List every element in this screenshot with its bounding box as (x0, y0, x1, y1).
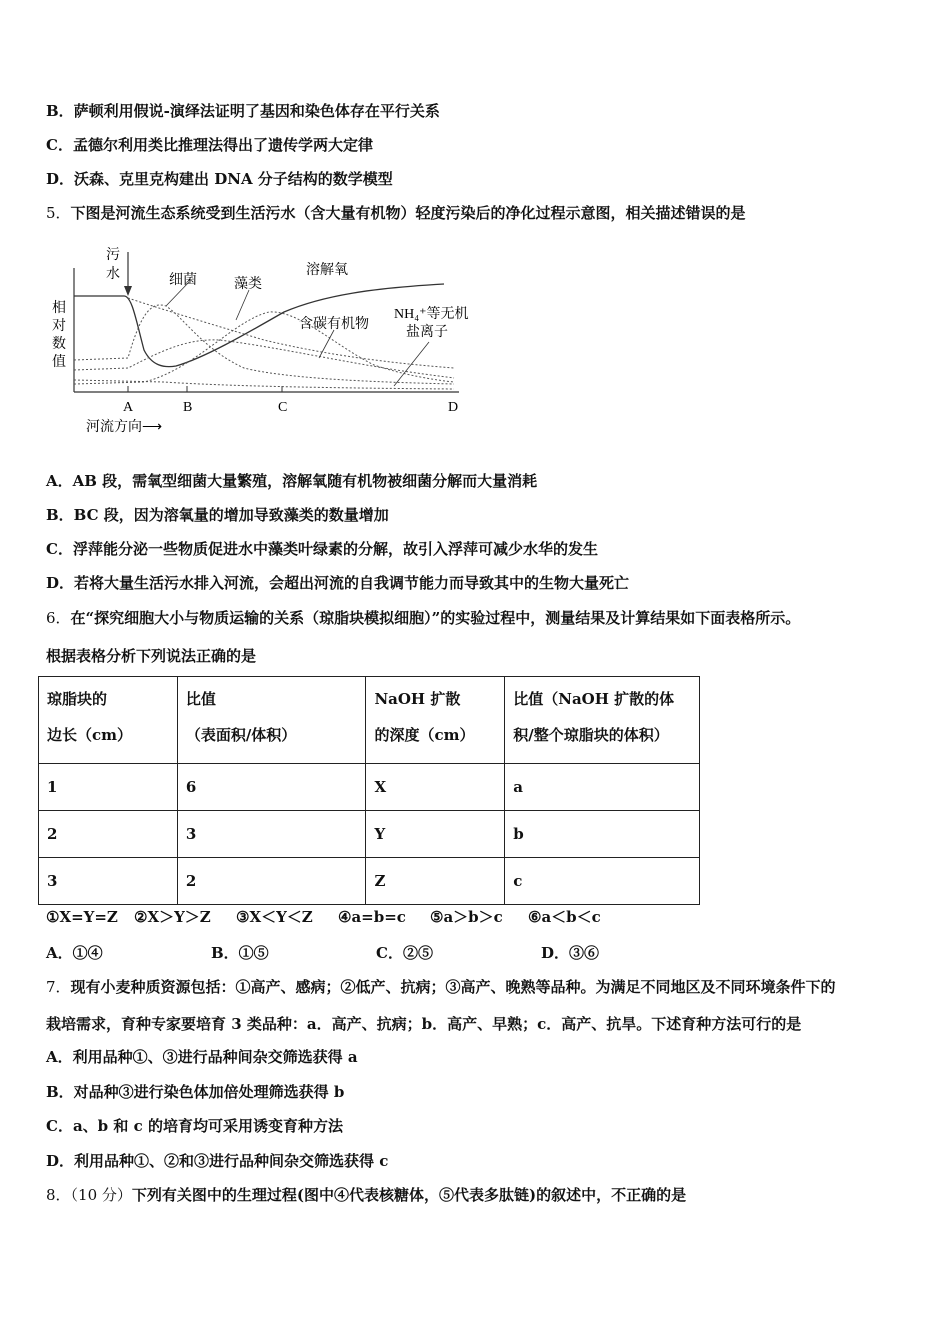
header-cell (366, 677, 505, 764)
oxygen-label: 溶解氧 (306, 263, 348, 278)
table-cell: c (505, 858, 700, 905)
tick-label-b: B (183, 400, 193, 415)
sewage-label-2: 水 (106, 267, 120, 282)
statement: ⑤a＞b＞c (430, 908, 503, 926)
algae-leader (236, 290, 249, 320)
q8-number: 8． (46, 1186, 71, 1204)
q6-stem-1 (46, 607, 800, 628)
sewage-arrowhead (124, 286, 132, 296)
q5-stem-text: 下图是河流生态系统受到生活污水（含大量有机物）轻度污染后的净化过程示意图，相关描述错误的是 (70, 204, 746, 222)
q6-options (46, 942, 599, 963)
sewage-label-1: 污 (106, 248, 120, 263)
header-text: （表面积/体积） (185, 726, 297, 744)
table-cell: a (505, 764, 700, 811)
table-row (39, 811, 700, 858)
table-cell: 6 (177, 764, 366, 811)
q5-option-b: B．BC 段，因为溶氧量的增加导致藻类的数量增加 (46, 506, 389, 524)
statement: ③X＜Y＜Z (236, 908, 313, 926)
river-purification-figure (44, 240, 484, 440)
q5-option-a: A．AB 段，需氧型细菌大量繁殖，溶解氧随有机物被细菌分解而大量消耗 (46, 472, 538, 490)
q7-option-a: A．利用品种①、③进行品种间杂交筛选获得 a (46, 1048, 358, 1066)
tick-label-a: A (123, 400, 134, 415)
q6-stem-2: 根据表格分析下列说法正确的是 (46, 647, 257, 665)
q8-stem-text: 下列有关图中的生理过程(图中④代表核糖体，⑤代表多肽链)的叙述中，不正确的是 (131, 1186, 687, 1204)
header-text: 的深度（cm） (374, 726, 475, 744)
ylabel-1: 相 (52, 301, 66, 316)
ammonium-label: NH₄⁺等无机 (394, 307, 469, 322)
q6-option: C．②⑤ (376, 944, 433, 962)
table-cell: Z (366, 858, 505, 905)
q7-option-c: C．a、b 和 c 的培育均可采用诱变育种方法 (46, 1117, 343, 1135)
agar-table (38, 676, 700, 905)
q4-option-c: C．孟德尔利用类比推理法得出了遗传学两大定律 (46, 136, 373, 154)
statement: ⑥a＜b＜c (528, 908, 601, 926)
header-text: 比值 (185, 690, 216, 708)
table-row (39, 858, 700, 905)
table-cell: X (366, 764, 505, 811)
table-cell: Y (366, 811, 505, 858)
bacteria-label: 细菌 (169, 273, 197, 288)
q4-option-d: D．沃森、克里克构建出 DNA 分子结构的数学模型 (46, 170, 393, 188)
organic-leader (319, 330, 334, 358)
salt-label: 盐离子 (406, 325, 448, 340)
header-text: 比值（NaOH 扩散的体 (513, 690, 675, 708)
q5-option-d: D．若将大量生活污水排入河流，会超出河流的自我调节能力而导致其中的生物大量死亡 (46, 574, 630, 592)
header-text: 边长（cm） (47, 726, 133, 744)
q7-stem-1 (46, 976, 836, 997)
header-cell (177, 677, 366, 764)
header-text: NaOH 扩散 (374, 690, 461, 708)
q8-stem (46, 1184, 686, 1205)
table-cell: 1 (39, 764, 178, 811)
statement: ②X＞Y＞Z (134, 908, 211, 926)
header-text: 积/整个琼脂块的体积） (513, 726, 669, 744)
table-cell: 3 (177, 811, 366, 858)
q5-option-c: C．浮萍能分泌一些物质促进水中藻类叶绿素的分解，故引入浮萍可减少水华的发生 (46, 540, 598, 558)
table-cell: 2 (177, 858, 366, 905)
algae-label: 藻类 (234, 277, 262, 292)
header-cell (39, 677, 178, 764)
q6-option: D．③⑥ (541, 944, 600, 962)
organic-label: 含碳有机物 (299, 317, 369, 332)
q7-stem-2: 栽培需求，育种专家要培育 3 类品种：a．高产、抗病；b．高产、早熟；c．高产、抗旱。下述育种方法可行的是 (46, 1015, 802, 1033)
q6-statements (46, 906, 601, 927)
header-cell (505, 677, 700, 764)
q8-score: （10 分） (70, 1186, 132, 1204)
q5-number: 5． (46, 204, 71, 222)
table-cell: b (505, 811, 700, 858)
direction-label: 河流方向⟶ (86, 420, 163, 435)
q7-option-d: D．利用品种①、②和③进行品种间杂交筛选获得 c (46, 1152, 389, 1170)
header-text: 琼脂块的 (47, 690, 108, 708)
q6-number: 6． (46, 609, 71, 627)
ammonium-leader (394, 342, 429, 386)
q6-option: B．①⑤ (211, 944, 269, 962)
tick-label-d: D (448, 400, 459, 415)
table-cell: 3 (39, 858, 178, 905)
table-header-row (39, 677, 700, 764)
baseline-curve (74, 380, 454, 389)
tick-label-c: C (278, 400, 288, 415)
q7-stem-text-1: 现有小麦种质资源包括：①高产、感病；②低产、抗病；③高产、晚熟等品种。为满足不同地区及不同环境条件下的 (70, 978, 836, 996)
q7-number: 7． (46, 978, 71, 996)
q6-option: A．①④ (46, 944, 103, 962)
q7-option-b: B．对品种③进行染色体加倍处理筛选获得 b (46, 1083, 345, 1101)
table-cell: 2 (39, 811, 178, 858)
q6-stem-text-1: 在“探究细胞大小与物质运输的关系（琼脂块模拟细胞）”的实验过程中，测量结果及计算结果如下面表格所示。 (70, 609, 801, 627)
q4-option-b: B．萨顿利用假说-演绎法证明了基因和染色体存在平行关系 (46, 102, 440, 120)
table-row (39, 764, 700, 811)
q5-stem (46, 202, 746, 223)
statement: ①X=Y=Z (46, 908, 118, 926)
ylabel-2: 对 (52, 319, 66, 334)
ylabel-3: 数 (52, 337, 66, 352)
statement: ④a=b=c (338, 908, 406, 926)
ylabel-4: 值 (52, 355, 66, 370)
